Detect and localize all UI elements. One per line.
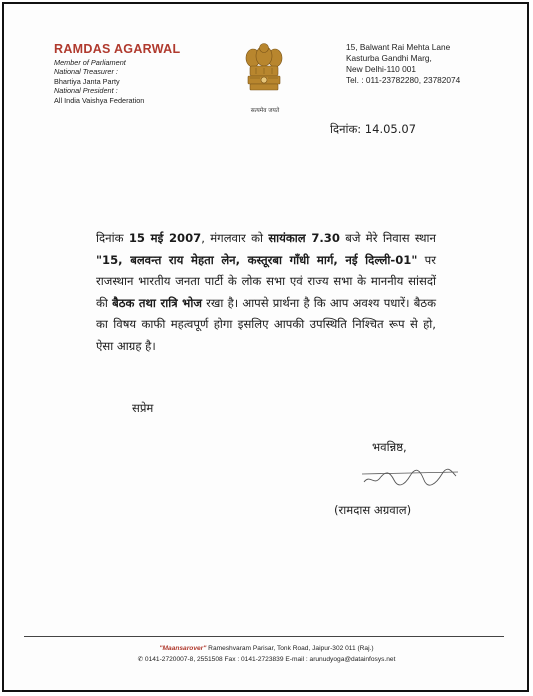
footer-contact: ✆ 0141-2720007-8, 2551508 Fax : 0141-2723839 E-mail : arunudyoga@datainfosys.net <box>137 656 396 663</box>
federation-name: All India Vaishya Federation <box>54 95 145 105</box>
meeting-event: बैठक तथा रात्रि भोज <box>112 295 202 310</box>
sender-address <box>346 42 460 86</box>
body-text: दिनांक <box>96 231 129 245</box>
sender-designations <box>54 58 144 105</box>
designation-president: National President : <box>54 86 118 96</box>
salutation: सप्रेम <box>132 401 154 415</box>
address-line: Kasturba Gandhi Marg, <box>346 53 432 63</box>
handwritten-signature <box>360 464 460 490</box>
national-emblem-icon <box>244 42 284 94</box>
address-line: 15, Balwant Rai Mehta Lane <box>346 42 451 52</box>
footer-address <box>0 645 533 652</box>
body-text: , मंगलवार को <box>201 231 269 245</box>
designation-treasurer: National Treasurer : <box>54 67 118 77</box>
footer-divider <box>24 636 504 637</box>
party-name: Bhartiya Janta Party <box>54 76 120 86</box>
sender-name: RAMDAS AGARWAL <box>54 42 181 56</box>
telephone-line: Tel. : 011-23782280, 23782074 <box>346 75 461 85</box>
letter-date: दिनांक: 14.05.07 <box>330 122 417 136</box>
meeting-date: 15 मई 2007 <box>128 231 202 245</box>
emblem-motto: सत्यमेव जयते <box>250 108 280 114</box>
signatory-name: (रामदास अग्रवाल) <box>334 503 412 517</box>
closing: भवन्निष्ठ, <box>372 440 407 454</box>
meeting-time: सायंकाल 7.30 <box>268 231 340 245</box>
letter-body <box>96 228 436 358</box>
footer-address-text: Rameshvaram Parisar, Tonk Road, Jaipur-302 011 (Raj.) <box>206 645 374 652</box>
footer-brand: "Maansarover" <box>159 645 207 652</box>
body-text: पर राजस्थान भारतीय जनता पार्टी के लोक सभा एवं राज्य सभा के माननीय सांसदों की <box>96 252 437 310</box>
body-text: बजे मेरे निवास स्थान <box>339 231 436 245</box>
meeting-venue: "15, बलवन्त राय मेहता लेन, कस्तूरबा गाँधी मार्ग, नई दिल्ली-01" <box>96 252 418 267</box>
body-text: रखा है। आपसे प्रार्थना है कि आप अवश्य पधारें। बैठक का विषय काफी महत्वपूर्ण होगा इसलिए आपकी उपस्थिति निश्चित रूप से हो, ऐसा आग्रह है। <box>96 295 437 353</box>
designation-mp: Member of Parliament <box>54 58 126 67</box>
address-line: New Delhi-110 001 <box>346 64 416 74</box>
